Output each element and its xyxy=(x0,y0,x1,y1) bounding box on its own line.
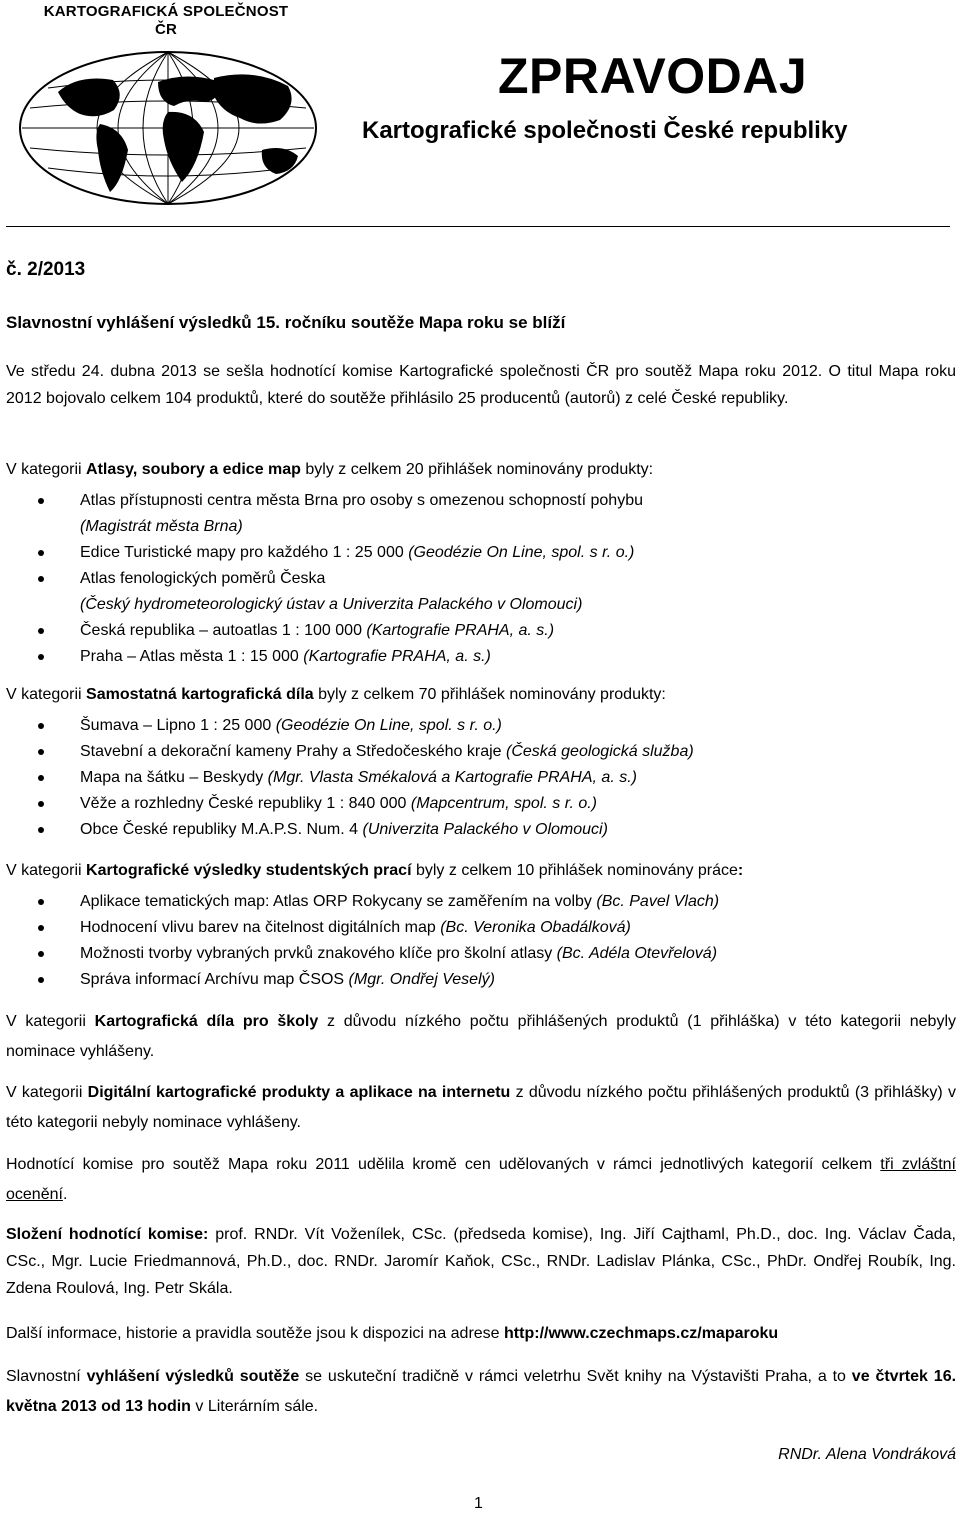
list-item xyxy=(6,488,956,540)
list-item xyxy=(6,817,956,843)
category-suffix: z důvodu nízkého počtu přihlášených produktů (3 přihlášky) v této kategorii nebyly nominace vyhlášeny. xyxy=(6,1084,957,1131)
item-title: Praha – Atlas města 1 : 15 000 xyxy=(80,648,304,665)
header-divider xyxy=(6,226,950,227)
list-item xyxy=(6,967,956,993)
item-author: (Magistrát města Brna) xyxy=(80,518,243,535)
list-item xyxy=(6,915,956,941)
list-item xyxy=(6,941,956,967)
organization-name-line2: ČR xyxy=(154,21,178,38)
info-paragraph xyxy=(6,1320,956,1347)
item-title: Věže a rozhledny České republiky 1 : 840 000 xyxy=(80,795,411,812)
list-item xyxy=(6,739,956,765)
category-prefix: V kategorii xyxy=(6,1084,88,1101)
category-prefix: V kategorii xyxy=(6,686,87,703)
item-title: Stavební a dekorační kameny Prahy a Středočeského kraje xyxy=(80,743,507,760)
ceremony-text-end: v Literárním sále. xyxy=(190,1398,319,1415)
globe-icon xyxy=(18,32,318,210)
committee-paragraph xyxy=(6,1221,956,1302)
list-item xyxy=(6,566,956,618)
category-name: Samostatná kartografická díla xyxy=(86,686,314,703)
item-author: (Kartografie PRAHA, a. s.) xyxy=(303,648,491,665)
intro-paragraph: Ve středu 24. dubna 2013 se sešla hodnotící komise Kartografické společnosti ČR pro soutěž Mapa roku 2012. O titul Mapa roku 2012 bojovalo celkem 104 produktů, které do soutěže přihlásilo 25 producentů (autorů) z celé České republiky. xyxy=(6,363,956,407)
category-prefix: V kategorii xyxy=(6,461,87,478)
item-title: Atlas fenologických poměrů Česka xyxy=(80,570,326,587)
category-studentske xyxy=(6,857,956,993)
category-atlasy xyxy=(6,456,956,670)
nominee-list xyxy=(6,713,956,843)
newsletter-subtitle: Kartografické společnosti České republiky xyxy=(362,117,848,144)
category-digitalni xyxy=(6,1078,956,1138)
item-author: (Geodézie On Line, spol. s r. o.) xyxy=(408,544,635,561)
category-suffix: z důvodu nízkého počtu přihlášených produktů (1 přihláška) v této kategorii nebyly nominace vyhlášeny. xyxy=(6,1013,956,1060)
category-suffix: byly z celkem 10 přihlášek nominovány práce xyxy=(411,862,738,879)
list-item xyxy=(6,644,956,670)
category-name: Kartografická díla pro školy xyxy=(94,1013,319,1030)
committee-members: prof. RNDr. Vít Voženílek, CSc. (předseda komise), Ing. Jiří Cajthaml, Ph.D., doc. Ing. Václav Čada, CSc., Mgr. Lucie Friedmannová, Ph.D., doc. RNDr. Jaromír Kaňok, CSc., RNDr. Ladislav Plánka, CSc., PhDr. Ondřej Roubík, Ing. Zdena Roulová, Ing. Petr Skála. xyxy=(6,1226,956,1297)
category-skoly xyxy=(6,1007,956,1067)
category-name: Kartografické výsledky studentských prací xyxy=(86,862,412,879)
category-colon: : xyxy=(737,862,744,879)
item-author: (Mgr. Ondřej Veselý) xyxy=(348,971,495,988)
category-heading xyxy=(6,456,956,483)
website-link[interactable]: http://www.czechmaps.cz/maparoku xyxy=(504,1325,779,1342)
item-title: Šumava – Lipno 1 : 25 000 xyxy=(80,717,276,734)
ceremony-text-mid: se uskuteční tradičně v rámci veletrhu Svět knihy na Výstavišti Praha, a to xyxy=(299,1368,852,1385)
nominee-list xyxy=(6,488,956,670)
newsletter-title: ZPRAVODAJ xyxy=(498,48,808,104)
item-author: (Mapcentrum, spol. s r. o.) xyxy=(410,795,597,812)
item-title: Možnosti tvorby vybraných prvků znakového klíče pro školní atlasy xyxy=(80,945,557,962)
item-title: Edice Turistické mapy pro každého 1 : 25 000 xyxy=(80,544,409,561)
ceremony-paragraph xyxy=(6,1362,956,1422)
ceremony-bold-1: vyhlášení výsledků soutěže xyxy=(86,1368,300,1385)
ceremony-date: ve čtvrtek 16. května 2013 od 13 hodin xyxy=(6,1368,957,1415)
author-signature: RNDr. Alena Vondráková xyxy=(778,1446,956,1463)
special-text: Hodnotící komise pro soutěž Mapa roku 2011 udělila kromě cen udělovaných v rámci jednotlivých kategorií celkem xyxy=(6,1156,881,1173)
item-title: Hodnocení vlivu barev na čitelnost digitálních map xyxy=(80,919,441,936)
category-name: Digitální kartografické produkty a aplikace na internetu xyxy=(87,1084,511,1101)
category-prefix: V kategorii xyxy=(6,1013,95,1030)
item-author: (Česká geologická služba) xyxy=(506,743,694,760)
special-awards-link: tři zvláštní ocenění xyxy=(6,1156,957,1203)
item-title: Česká republika – autoatlas 1 : 100 000 xyxy=(80,622,367,639)
page-number: 1 xyxy=(474,1495,483,1512)
special-awards-paragraph xyxy=(6,1150,956,1210)
item-title: Atlas přístupnosti centra města Brna pro osoby s omezenou schopností pohybu xyxy=(80,492,643,509)
category-heading xyxy=(6,857,956,884)
list-item xyxy=(6,618,956,644)
item-title: Obce České republiky M.A.P.S. Num. 4 xyxy=(80,821,363,838)
item-title: Aplikace tematických map: Atlas ORP Rokycany se zaměřením na volby xyxy=(80,893,597,910)
organization-name-line1: KARTOGRAFICKÁ SPOLEČNOST xyxy=(43,3,289,20)
category-name: Atlasy, soubory a edice map xyxy=(86,461,301,478)
item-title: Mapa na šátku – Beskydy xyxy=(80,769,268,786)
item-author: (Mgr. Vlasta Smékalová a Kartografie PRAHA, a. s.) xyxy=(267,769,637,786)
category-suffix: byly z celkem 20 přihlášek nominovány produkty: xyxy=(300,461,654,478)
list-item xyxy=(6,765,956,791)
list-item xyxy=(6,540,956,566)
item-title: Správa informací Archívu map ČSOS xyxy=(80,971,349,988)
article-headline: Slavnostní vyhlášení výsledků 15. ročníku soutěže Mapa roku se blíží xyxy=(6,313,566,332)
item-author: (Bc. Veronika Obadálková) xyxy=(440,919,631,936)
special-suffix: . xyxy=(62,1186,68,1203)
item-author: (Český hydrometeorologický ústav a Univerzita Palackého v Olomouci) xyxy=(80,596,583,613)
info-text: Další informace, historie a pravidla soutěže jsou k dispozici na adrese xyxy=(6,1325,505,1342)
issue-number: č. 2/2013 xyxy=(6,259,86,280)
item-author: (Kartografie PRAHA, a. s.) xyxy=(366,622,555,639)
category-heading xyxy=(6,681,956,708)
committee-label: Složení hodnotící komise: xyxy=(6,1226,209,1243)
category-prefix: V kategorii xyxy=(6,862,87,879)
list-item xyxy=(6,889,956,915)
nominee-list xyxy=(6,889,956,993)
item-author: (Bc. Adéla Otevřelová) xyxy=(556,945,718,962)
category-suffix: byly z celkem 70 přihlášek nominovány produkty: xyxy=(313,686,666,703)
category-samostatna xyxy=(6,681,956,843)
ceremony-text: Slavnostní xyxy=(6,1368,87,1385)
item-author: (Univerzita Palackého v Olomouci) xyxy=(362,821,608,838)
list-item xyxy=(6,791,956,817)
list-item xyxy=(6,713,956,739)
item-author: (Geodézie On Line, spol. s r. o.) xyxy=(275,717,502,734)
item-author: (Bc. Pavel Vlach) xyxy=(596,893,720,910)
